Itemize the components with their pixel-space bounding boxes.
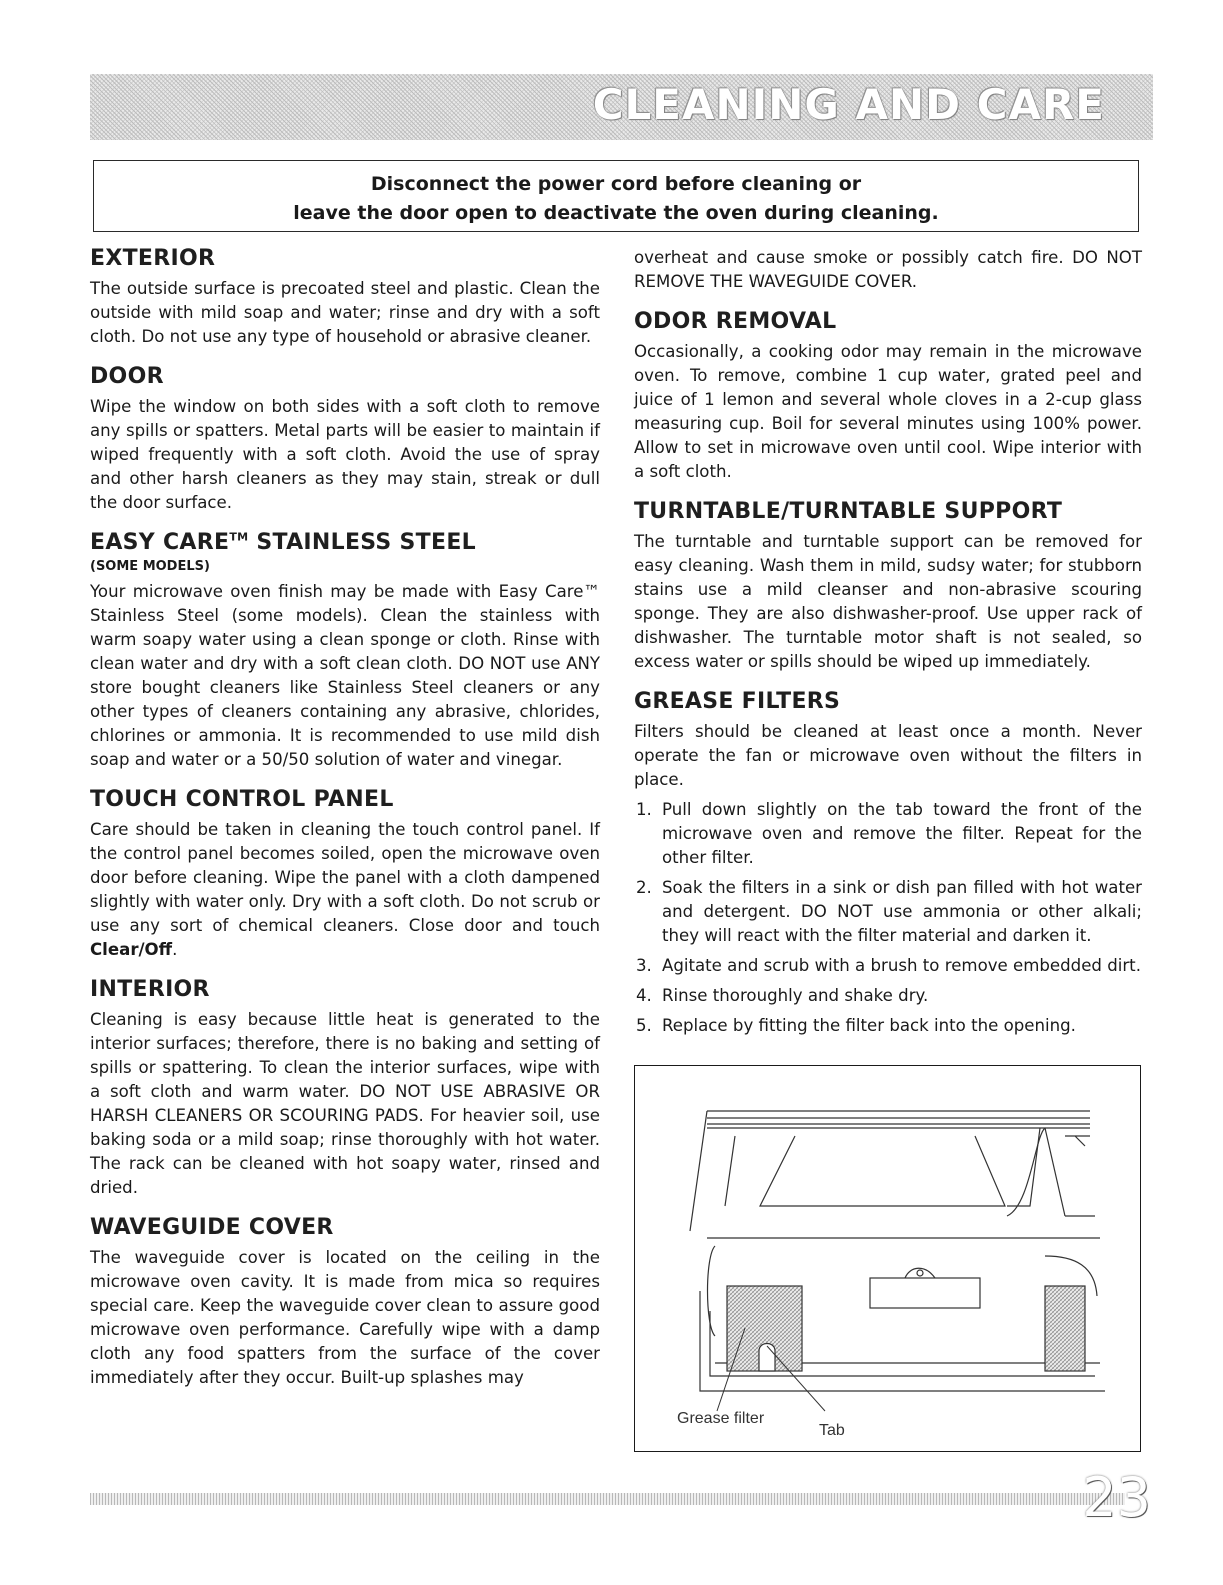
list-item — [634, 1014, 1142, 1038]
text-waveguide-continued: overheat and cause smoke or possibly catch fire. DO NOT REMOVE THE WAVEGUIDE COVER. — [634, 248, 1142, 291]
footer-bar — [90, 1493, 1125, 1505]
step-text: Agitate and scrub with a brush to remove embedded dirt. — [662, 956, 1141, 975]
left-column — [90, 246, 600, 1390]
text-interior: Cleaning is easy because little heat is generated to the interior surfaces; therefore, there is no baking and setting of spills or spattering. To clean the interior surfaces, wipe with a soft cloth and warm water. DO NOT USE ABRASIVE OR HARSH CLEANERS OR SCOURING PADS. For heavier soil, use baking soda or a mild soap; rinse thoroughly with hot water. The rack can be cleaned with hot soapy water, rinsed and dried. — [90, 1010, 600, 1197]
text-grease: Filters should be cleaned at least once a month. Never operate the fan or microwave oven without the filters in place. — [634, 722, 1142, 789]
text-odor: Occasionally, a cooking odor may remain in the microwave oven. To remove, combine 1 cup water, grated peel and juice of 1 lemon and several whole cloves in a 2-cup glass measuring cup. Boil for several minutes using 100% power. Allow to set in microwave oven until cool. Wipe interior with a soft cloth. — [634, 342, 1142, 481]
text-touch-panel-body: Care should be taken in cleaning the touch control panel. If the control panel becomes soiled, open the microwave oven door before cleaning. Wipe the panel with a cloth dampened slightly with water only. Dry with a soft cloth. Do not scrub or use any sort of chemical cleaners. Close door and touch — [90, 820, 600, 935]
microwave-underside-drawing — [635, 1066, 1140, 1451]
step-text: Replace by fitting the filter back into the opening. — [662, 1016, 1076, 1035]
text-turntable: The turntable and turntable support can be removed for easy cleaning. Wash them in mild, sudsy water; for stubborn stains use a mild cleanser and non-abrasive scouring sponge. They are also dishwasher-proof. Use upper rack of dishwasher. The turntable motor shaft is not sealed, so excess water or spills should be wiped up immediately. — [634, 532, 1142, 671]
section-grease — [634, 689, 1142, 1038]
step-number: 1. — [636, 800, 652, 819]
label-grease-filter: Grease filter — [677, 1410, 765, 1427]
step-text: Soak the filters in a sink or dish pan filled with hot water and detergent. DO NOT use ammonia or other alkali; they will react with the filter material and darken it. — [662, 878, 1142, 945]
heading-easy-care — [90, 530, 600, 555]
warning-line-2: leave the door open to deactivate the oven during cleaning. — [293, 202, 939, 224]
warning-box — [93, 160, 1139, 232]
heading-touch-panel: TOUCH CONTROL PANEL — [90, 787, 394, 812]
text-touch-panel-end: . — [172, 940, 178, 959]
heading-exterior: EXTERIOR — [90, 246, 216, 271]
section-interior — [90, 977, 600, 1200]
page-number: 23 — [1082, 1466, 1151, 1529]
list-item — [634, 984, 1142, 1008]
heading-grease: GREASE FILTERS — [634, 689, 841, 714]
grease-steps-list — [634, 798, 1142, 1038]
step-text: Pull down slightly on the tab toward the front of the microwave oven and remove the filter. Repeat for the other filter. — [662, 800, 1142, 867]
heading-turntable: TURNTABLE/TURNTABLE SUPPORT — [634, 499, 1063, 524]
text-touch-panel — [90, 818, 600, 962]
list-item — [634, 798, 1142, 870]
step-number: 3. — [636, 956, 652, 975]
text-easy-care: Your microwave oven finish may be made with Easy Care™ Stainless Steel (some models). Clean the stainless with warm soapy water using a clean sponge or cloth. Rinse with clean water and dry with a soft clean cloth. DO NOT use ANY store bought cleaners like Stainless Steel cleaners or any other types of cleaners containing any abrasive, chlorides, chlorines or ammonia. It is recommended to use mild dish soap and water or a 50/50 solution of water and vinegar. — [90, 582, 600, 769]
trademark-mark: TM — [229, 530, 249, 544]
right-column — [634, 246, 1142, 1044]
key-clear-off: Clear/Off — [90, 940, 173, 959]
header-banner — [90, 74, 1153, 140]
list-item — [634, 876, 1142, 948]
heading-easy-care-post: STAINLESS STEEL — [248, 530, 476, 555]
heading-interior: INTERIOR — [90, 977, 210, 1002]
heading-easy-care-pre: EASY CARE — [90, 530, 230, 555]
heading-door: DOOR — [90, 364, 164, 389]
label-tab: Tab — [819, 1422, 845, 1439]
step-text: Rinse thoroughly and shake dry. — [662, 986, 929, 1005]
text-waveguide: The waveguide cover is located on the ceiling in the microwave oven cavity. It is made from mica so requires special care. Keep the waveguide cover clean to assure good microwave oven performance. Carefully wipe with a damp cloth any food spatters from the surface of the cover immediately after they occur. Built-up splashes may — [90, 1248, 600, 1387]
section-door — [90, 364, 600, 515]
subheading-some-models: (SOME MODELS) — [90, 559, 210, 574]
step-number: 2. — [636, 878, 652, 897]
text-door: Wipe the window on both sides with a soft cloth to remove any spills or spatters. Metal parts will be easier to maintain if wiped frequently with a soft cloth. Avoid the use of spray and other harsh cleaners as they may stain, streak or dull the door surface. — [90, 397, 600, 512]
section-turntable — [634, 499, 1142, 674]
section-easy-care — [90, 530, 600, 772]
section-touch-panel — [90, 787, 600, 962]
list-item — [634, 954, 1142, 978]
warning-line-1: Disconnect the power cord before cleaning or — [370, 173, 862, 195]
step-number: 5. — [636, 1016, 652, 1035]
text-exterior: The outside surface is precoated steel and plastic. Clean the outside with mild soap and water; rinse and dry with a soft cloth. Do not use any type of household or abrasive cleaner. — [90, 279, 600, 346]
section-exterior — [90, 246, 600, 349]
heading-odor: ODOR REMOVAL — [634, 309, 837, 334]
page-title: CLEANING AND CARE — [592, 80, 1105, 129]
step-number: 4. — [636, 986, 652, 1005]
section-waveguide — [90, 1215, 600, 1390]
section-odor — [634, 309, 1142, 484]
grease-filter-illustration — [634, 1065, 1141, 1452]
heading-waveguide: WAVEGUIDE COVER — [90, 1215, 334, 1240]
